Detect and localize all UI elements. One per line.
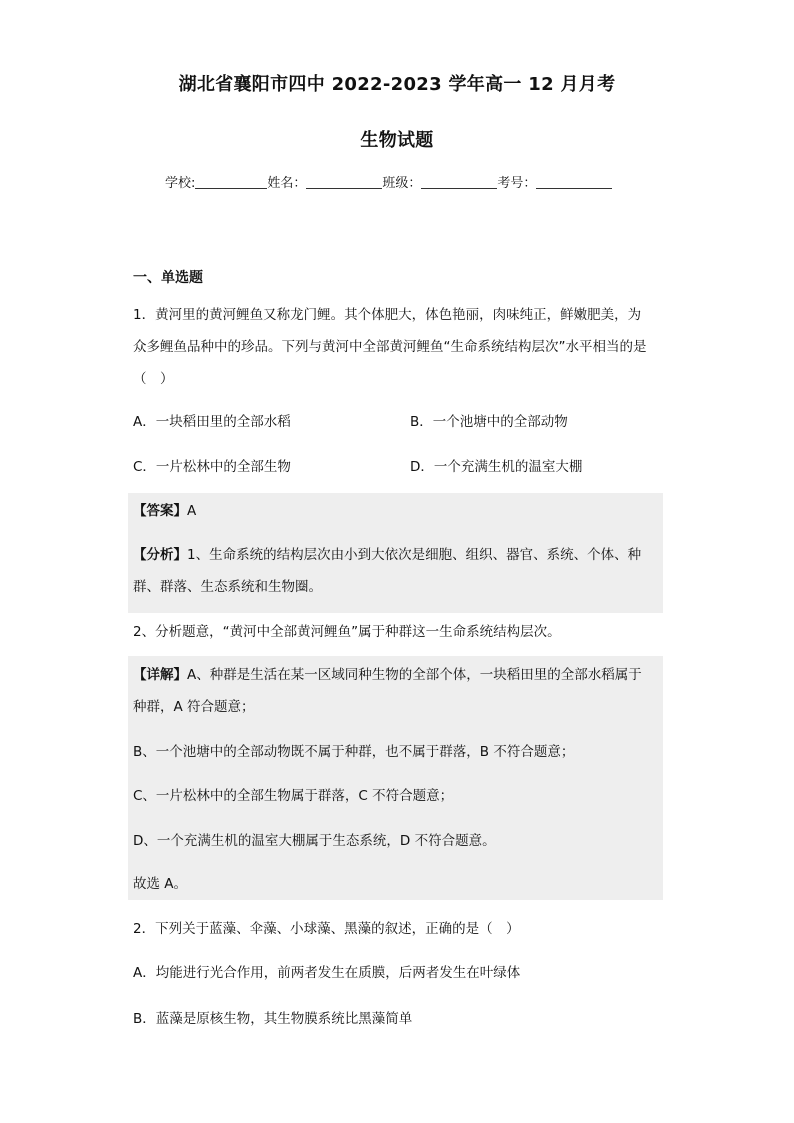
q2-stem: 2．下列关于蓝藻、伞藻、小球藻、黑藻的叙述，正确的是（ ） (133, 921, 520, 937)
q1-stem-line-3: （ ） (133, 371, 174, 387)
name-field[interactable] (306, 174, 382, 189)
answer-tag: 【答案】 (133, 503, 187, 519)
exam-no-label: 考号： (497, 176, 537, 191)
q1-option-a[interactable]: A．一块稻田里的全部水稻 (133, 414, 291, 430)
school-label: 学校: (165, 176, 196, 191)
exam-no-field[interactable] (536, 174, 612, 189)
analysis-line-1 (133, 539, 641, 571)
section-heading: 一、单选题 (133, 270, 203, 286)
detail-line-3: B、一个池塘中的全部动物既不属于种群，也不属于群落，B 不符合题意； (133, 744, 575, 760)
name-label: 姓名： (267, 176, 307, 191)
conclusion-line: 故选 A。 (133, 876, 188, 892)
answer-value: A (187, 503, 197, 519)
q1-option-c[interactable]: C．一片松林中的全部生物 (133, 459, 291, 475)
q2-option-a[interactable]: A．均能进行光合作用，前两者发生在质膜，后两者发生在叶绿体 (133, 965, 521, 981)
answer-line (133, 495, 196, 527)
class-field[interactable] (421, 174, 497, 189)
q1-option-d[interactable]: D．一个充满生机的温室大棚 (410, 459, 583, 475)
page-title: 湖北省襄阳市四中 2022-2023 学年高一 12 月月考 (178, 74, 616, 95)
detail-line-1 (133, 659, 642, 691)
detail-line-2: 种群，A 符合题意； (133, 699, 255, 715)
analysis-line-3: 2、分析题意，“黄河中全部黄河鲤鱼”属于种群这一生命系统结构层次。 (133, 624, 561, 640)
analysis-text-1: 1、生命系统的结构层次由小到大依次是细胞、组织、器官、系统、个体、种 (187, 547, 642, 563)
analysis-line-2: 群、群落、生态系统和生物圈。 (133, 579, 322, 595)
detail-text-1: A、种群是生活在某一区域同种生物的全部个体，一块稻田里的全部水稻属于 (187, 667, 642, 683)
page-subtitle: 生物试题 (360, 130, 434, 151)
q1-stem-line-2: 众多鲤鱼品种中的珍品。下列与黄河中全部黄河鲤鱼“生命系统结构层次”水平相当的是 (133, 339, 647, 355)
q1-stem-line-1: 1．黄河里的黄河鲤鱼又称龙门鲤。其个体肥大，体色艳丽，肉味纯正，鲜嫩肥美，为 (133, 307, 642, 323)
class-label: 班级： (382, 176, 422, 191)
student-info-row (165, 172, 612, 191)
school-field[interactable] (195, 174, 267, 189)
detail-line-4: C、一片松林中的全部生物属于群落，C 不符合题意； (133, 788, 454, 804)
q1-option-b[interactable]: B．一个池塘中的全部动物 (410, 414, 568, 430)
analysis-tag: 【分析】 (133, 547, 187, 563)
q2-option-b[interactable]: B．蓝藻是原核生物，其生物膜系统比黑藻简单 (133, 1011, 413, 1027)
detail-line-5: D、一个充满生机的温室大棚属于生态系统，D 不符合题意。 (133, 833, 496, 849)
detail-tag: 【详解】 (133, 667, 187, 683)
